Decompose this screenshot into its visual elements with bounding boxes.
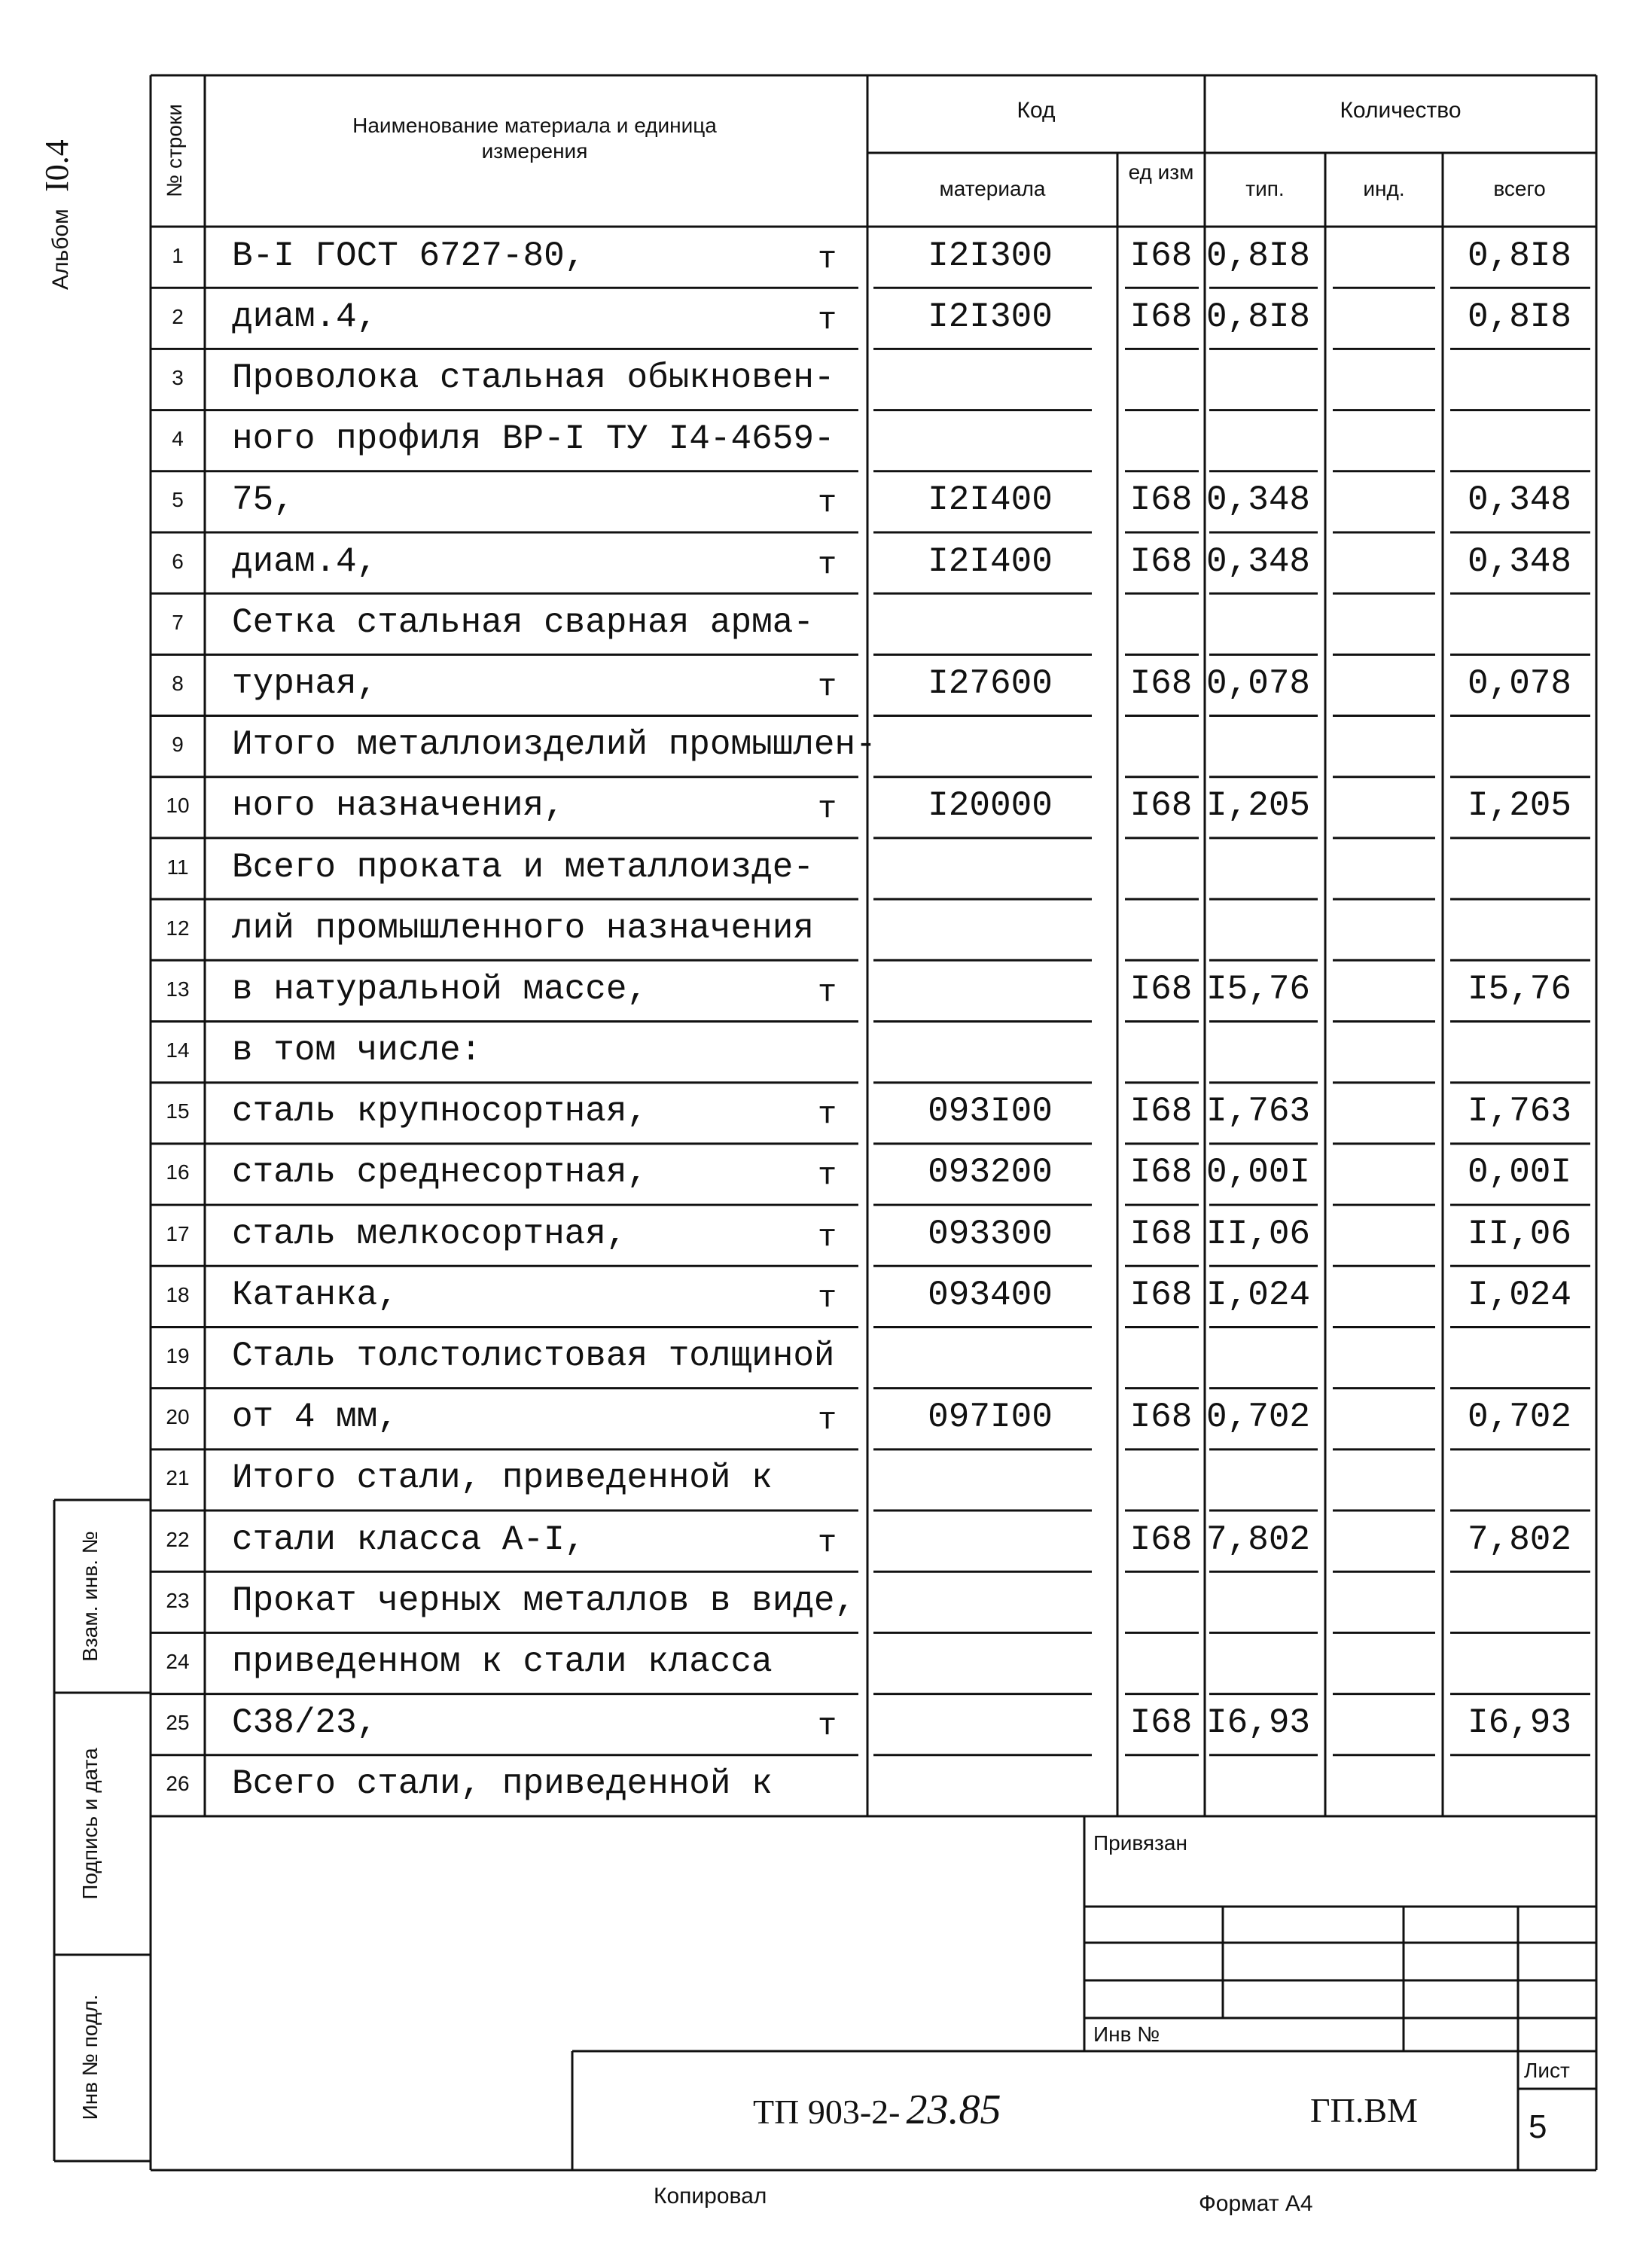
row-qty-total: 0,348	[1467, 541, 1572, 581]
row-unit: т	[818, 1402, 837, 1439]
row-unit: т	[818, 1096, 837, 1133]
row-unit: т	[818, 485, 837, 522]
row-number: 20	[166, 1405, 190, 1429]
row-code: I2I300	[928, 297, 1053, 337]
header-code-material: материала	[939, 177, 1046, 200]
row-qty-total: 0,8I8	[1467, 236, 1572, 276]
row-number: 22	[166, 1527, 190, 1551]
row-unit-code: I68	[1129, 1703, 1193, 1743]
row-unit: т	[818, 546, 837, 583]
row-name: Сетка стальная сварная арма-	[232, 602, 814, 642]
row-number: 23	[166, 1588, 190, 1612]
row-name: стали класса А-I,	[232, 1520, 586, 1559]
privyazan-label: Привязан	[1093, 1831, 1187, 1855]
footer-format: Формат А4	[1199, 2191, 1313, 2216]
header-quantity: Количество	[1340, 98, 1462, 123]
stamp-vzam: Взам. инв. №	[78, 1531, 102, 1662]
doc-code-hand: 23.85	[906, 2087, 1001, 2133]
row-name: от 4 мм,	[232, 1398, 398, 1437]
row-code: I2I300	[928, 236, 1053, 276]
stamp-inv-podl: Инв № подл.	[78, 1994, 102, 2120]
row-number: 14	[166, 1038, 190, 1062]
row-code: 093400	[928, 1275, 1053, 1315]
row-name: Всего стали, приведенной к	[232, 1764, 773, 1804]
row-qty-typ: 7,802	[1206, 1520, 1311, 1559]
row-name: лий промышленного назначения	[232, 908, 814, 948]
row-name: Катанка,	[232, 1275, 398, 1315]
row-unit-code: I68	[1129, 969, 1193, 1009]
row-qty-typ: 0,8I8	[1206, 297, 1311, 337]
album-number: I0.4	[38, 139, 75, 192]
header-qty-total: всего	[1493, 177, 1546, 200]
row-name: сталь среднесортная,	[232, 1153, 648, 1193]
row-qty-typ: I,205	[1206, 786, 1311, 826]
row-name: диам.4,	[232, 541, 378, 581]
row-number: 8	[172, 671, 184, 695]
row-qty-total: 7,802	[1467, 1520, 1572, 1559]
row-number: 26	[166, 1772, 190, 1796]
row-name: ного назначения,	[232, 786, 565, 826]
row-qty-typ: 0,702	[1206, 1398, 1311, 1437]
row-name: С38/23,	[232, 1703, 378, 1743]
row-number: 3	[172, 365, 184, 389]
row-name: сталь мелкосортная,	[232, 1214, 627, 1254]
row-qty-total: II,06	[1467, 1214, 1572, 1254]
row-unit: т	[818, 1218, 837, 1255]
row-unit-code: I68	[1129, 1092, 1193, 1132]
row-number: 10	[166, 794, 190, 818]
row-qty-typ: II,06	[1206, 1214, 1311, 1254]
row-number: 9	[172, 733, 184, 757]
row-code: 093200	[928, 1153, 1053, 1193]
row-number: 17	[166, 1221, 190, 1245]
row-code: I27600	[928, 663, 1053, 703]
doc-code	[753, 2086, 1001, 2134]
row-name: турная,	[232, 663, 378, 703]
header-qty-typ: тип.	[1245, 177, 1285, 200]
header-row-no: № строки	[163, 104, 186, 197]
row-unit-code: I68	[1129, 480, 1193, 520]
row-number: 15	[166, 1099, 190, 1123]
header-code-unit: ед изм	[1128, 160, 1194, 184]
row-qty-total: 0,078	[1467, 663, 1572, 703]
row-number: 5	[172, 488, 184, 512]
row-qty-total: 0,348	[1467, 480, 1572, 520]
row-number: 19	[166, 1344, 190, 1368]
row-unit-code: I68	[1129, 1275, 1193, 1315]
row-unit: т	[818, 668, 837, 705]
row-qty-typ: 0,8I8	[1206, 236, 1311, 276]
row-name: 75,	[232, 480, 294, 520]
row-name: диам.4,	[232, 297, 378, 337]
row-qty-typ: I6,93	[1206, 1703, 1311, 1743]
row-qty-typ: I5,76	[1206, 969, 1311, 1009]
row-unit: т	[818, 791, 837, 828]
footer-copied: Копировал	[654, 2184, 767, 2209]
row-qty-total: I,024	[1467, 1275, 1572, 1315]
row-number: 25	[166, 1711, 190, 1735]
row-qty-total: 0,00I	[1467, 1153, 1572, 1193]
row-qty-total: I5,76	[1467, 969, 1572, 1009]
row-number: 18	[166, 1282, 190, 1306]
row-unit: т	[818, 974, 837, 1011]
row-number: 4	[172, 427, 184, 451]
row-unit-code: I68	[1129, 297, 1193, 337]
row-unit-code: I68	[1129, 786, 1193, 826]
album-label	[38, 117, 75, 312]
row-name: Проволока стальная обыкновен-	[232, 358, 835, 398]
row-code: 093I00	[928, 1092, 1053, 1132]
row-qty-typ: 0,348	[1206, 541, 1311, 581]
header-qty-ind: инд.	[1363, 177, 1405, 200]
row-name: Всего проката и металлоизде-	[232, 847, 814, 887]
album-word: Альбом	[48, 209, 73, 290]
row-number: 7	[172, 610, 184, 634]
doc-code-print: ТП 903-2-	[753, 2093, 901, 2131]
row-name: Прокат черных металлов в виде,	[232, 1581, 856, 1620]
row-number: 13	[166, 977, 190, 1001]
row-qty-total: I6,93	[1467, 1703, 1572, 1743]
row-number: 11	[166, 855, 189, 879]
row-code: 097I00	[928, 1398, 1053, 1437]
row-unit-code: I68	[1129, 663, 1193, 703]
header-code: Код	[1017, 98, 1056, 123]
row-unit-code: I68	[1129, 1520, 1193, 1559]
row-unit: т	[818, 1524, 837, 1561]
row-qty-typ: I,024	[1206, 1275, 1311, 1315]
row-name: сталь крупносортная,	[232, 1092, 648, 1132]
row-unit-code: I68	[1129, 1398, 1193, 1437]
row-unit: т	[818, 1708, 837, 1745]
row-unit: т	[818, 1279, 837, 1316]
row-qty-total: 0,8I8	[1467, 297, 1572, 337]
row-qty-typ: I,763	[1206, 1092, 1311, 1132]
row-unit-code: I68	[1129, 236, 1193, 276]
row-code: I20000	[928, 786, 1053, 826]
row-unit: т	[818, 1157, 837, 1194]
row-number: 2	[172, 304, 184, 328]
row-qty-typ: 0,348	[1206, 480, 1311, 520]
row-code: I2I400	[928, 480, 1053, 520]
row-name: в натуральной массе,	[232, 969, 648, 1009]
row-qty-total: I,763	[1467, 1092, 1572, 1132]
row-qty-total: 0,702	[1467, 1398, 1572, 1437]
row-qty-typ: 0,00I	[1206, 1153, 1311, 1193]
row-number: 16	[166, 1160, 190, 1184]
sheet-label: Лист	[1524, 2059, 1570, 2082]
row-code: I2I400	[928, 541, 1053, 581]
row-name: Итого металлоизделий промышлен-	[232, 725, 876, 765]
sheet-number: 5	[1529, 2108, 1547, 2145]
row-unit: т	[818, 240, 837, 277]
stamp-podpis: Подпись и дата	[78, 1748, 102, 1900]
row-number: 24	[166, 1650, 190, 1674]
row-unit: т	[818, 301, 837, 338]
row-qty-total: I,205	[1467, 786, 1572, 826]
row-name: ного профиля ВР-I ТУ I4-4659-	[232, 419, 835, 459]
row-name: приведенном к стали класса	[232, 1642, 773, 1682]
row-number: 12	[166, 916, 190, 940]
row-number: 21	[166, 1466, 190, 1490]
row-unit-code: I68	[1129, 1214, 1193, 1254]
row-unit-code: I68	[1129, 1153, 1193, 1193]
row-unit-code: I68	[1129, 541, 1193, 581]
row-number: 6	[172, 549, 184, 573]
row-number: 1	[172, 243, 184, 267]
row-name: В-I ГОСТ 6727-80,	[232, 236, 586, 276]
row-name: Сталь толстолистовая толщиной	[232, 1337, 835, 1376]
row-qty-typ: 0,078	[1206, 663, 1311, 703]
doc-mark: ГП.ВМ	[1310, 2091, 1418, 2129]
inv-no-label: Инв №	[1093, 2023, 1160, 2046]
row-name: в том числе:	[232, 1031, 482, 1071]
row-code: 093300	[928, 1214, 1053, 1254]
row-name: Итого стали, приведенной к	[232, 1459, 773, 1498]
header-name: Наименование материала и единица измерения	[352, 114, 717, 163]
